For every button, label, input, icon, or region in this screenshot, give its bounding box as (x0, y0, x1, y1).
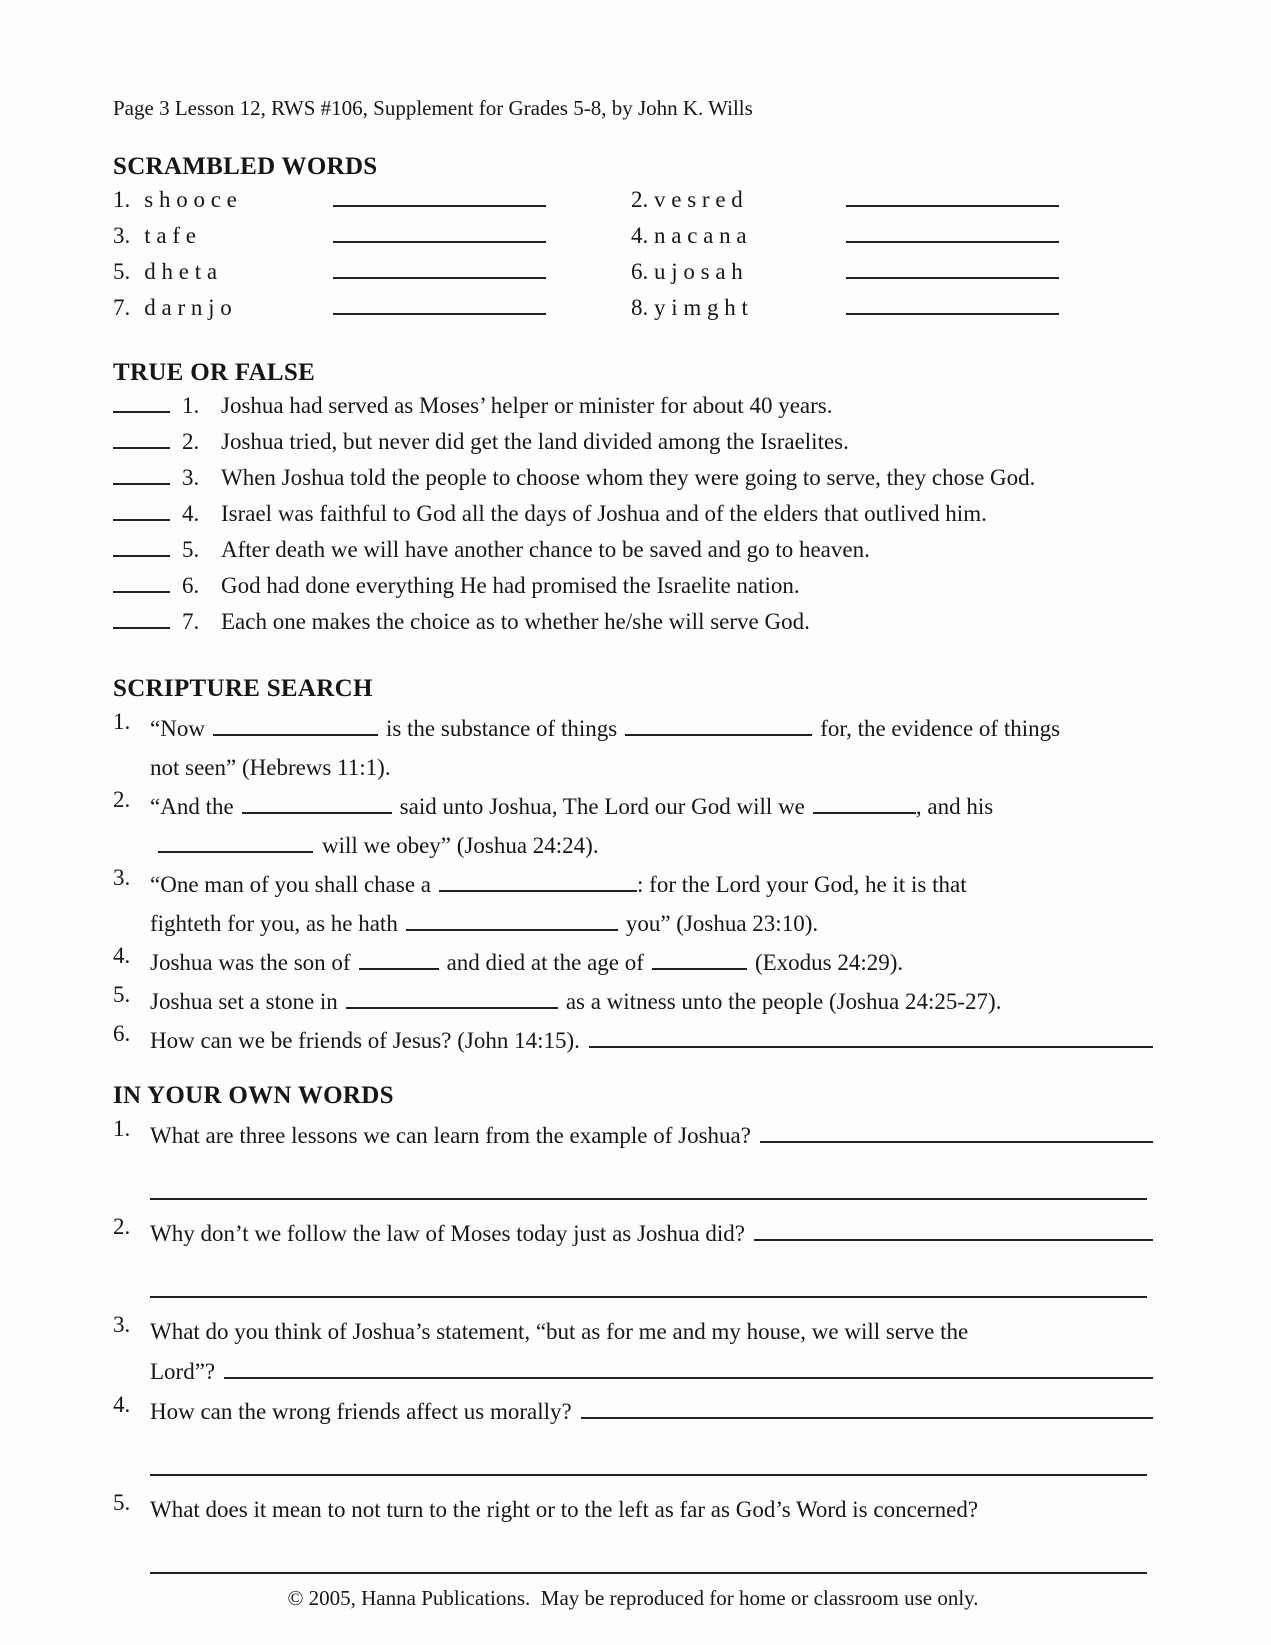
item-number: 5. (113, 259, 131, 284)
in-your-own-words-heading: IN YOUR OWN WORDS (113, 1082, 394, 1109)
scrambled-word-row (113, 295, 1153, 331)
question-text: for, the evidence of things (820, 716, 1061, 741)
item-number: 3. (113, 865, 131, 890)
question-text: Joshua set a stone in (150, 989, 338, 1014)
fill-in-blank (346, 990, 558, 1009)
item-number: 4. (113, 943, 131, 968)
answer-line (150, 1432, 1147, 1476)
item-number: 6. (631, 259, 649, 284)
scrambled-word: s h o o c e (144, 187, 237, 212)
true-false-item (113, 537, 1153, 573)
own-words-item (113, 1490, 1153, 1530)
scripture-search-item (113, 865, 1153, 943)
question-text: (Exodus 24:29). (754, 950, 904, 975)
scrambled-word: v e s r e d (654, 187, 743, 212)
item-number: 4. (182, 501, 200, 526)
scripture-search-item (113, 943, 1153, 982)
question-text: Lord”? (150, 1359, 216, 1384)
item-number: 1. (182, 393, 200, 418)
fill-in-blank (406, 912, 618, 931)
scripture-search-item (113, 787, 1153, 865)
item-number: 2. (631, 187, 649, 212)
true-false-item (113, 501, 1153, 537)
scrambled-word-row (113, 259, 1153, 295)
item-number: 3. (182, 465, 200, 490)
statement-text: Each one makes the choice as to whether he/she will serve God. (221, 609, 810, 634)
section-true-or-false (113, 359, 1153, 645)
statement-text: When Joshua told the people to choose whom they were going to serve, they chose God. (221, 465, 1036, 490)
fill-in-blank (242, 795, 392, 814)
section-in-your-own-words (113, 1082, 1153, 1574)
question-text: What does it mean to not turn to the right or to the left as far as God’s Word is concerned? (150, 1497, 979, 1522)
fill-in-blank (359, 951, 439, 970)
answer-blank (113, 466, 170, 485)
question-text: “And the (150, 794, 234, 819)
statement-text: Joshua tried, but never did get the land divided among the Israelites. (221, 429, 849, 454)
answer-blank (113, 502, 170, 521)
answer-blank (846, 224, 1059, 243)
question-text: What do you think of Joshua’s statement, “but as for me and my house, we will serve the (150, 1319, 969, 1344)
question-text: will we obey” (Joshua 24:24). (322, 833, 599, 858)
question-text: How can we be friends of Jesus? (John 14:15). (150, 1028, 580, 1053)
item-number: 2. (113, 1214, 131, 1239)
question-text: as a witness unto the people (Joshua 24:25-27). (565, 989, 1002, 1014)
answer-blank (113, 430, 170, 449)
item-number: 4. (631, 223, 649, 248)
answer-blank (333, 296, 546, 315)
scrambled-word: n a c a n a (654, 223, 747, 248)
answer-blank (846, 260, 1059, 279)
scripture-search-item (113, 709, 1153, 787)
item-number: 7. (113, 295, 131, 320)
fill-in-blank (439, 873, 637, 892)
scripture-search-heading: SCRIPTURE SEARCH (113, 675, 373, 702)
statement-text: After death we will have another chance to be saved and go to heaven. (221, 537, 870, 562)
item-number: 5. (182, 537, 200, 562)
page-header: Page 3 Lesson 12, RWS #106, Supplement for Grades 5-8, by John K. Wills (113, 96, 753, 120)
scrambled-word: y i m g h t (654, 295, 748, 320)
true-or-false-heading: TRUE OR FALSE (113, 359, 316, 386)
question-text: and died at the age of (446, 950, 644, 975)
fill-in-blank (813, 795, 916, 814)
fill-in-blank (158, 834, 313, 853)
answer-blank (333, 260, 546, 279)
item-number: 1. (113, 709, 131, 734)
statement-text: Israel was faithful to God all the days of Joshua and of the elders that outlived him. (221, 501, 987, 526)
fill-in-blank (213, 717, 378, 736)
statement-text: Joshua had served as Moses’ helper or minister for about 40 years. (221, 393, 833, 418)
item-number: 3. (113, 1312, 131, 1337)
item-number: 3. (113, 223, 131, 248)
answer-blank (113, 610, 170, 629)
scrambled-word: t a f e (144, 223, 196, 248)
answer-line (150, 1254, 1147, 1298)
question-text: Joshua was the son of (150, 950, 351, 975)
answer-blank (113, 394, 170, 413)
answer-blank (333, 188, 546, 207)
question-text: : for the Lord your God, he it is that (637, 872, 967, 897)
answer-blank (113, 574, 170, 593)
scrambled-word-row (113, 223, 1153, 259)
question-text: , and his (915, 794, 994, 819)
item-number: 5. (113, 982, 131, 1007)
own-words-item (113, 1116, 1153, 1156)
question-text: not seen” (Hebrews 11:1). (150, 755, 391, 780)
scrambled-words-heading: SCRAMBLED WORDS (113, 153, 378, 180)
own-words-item (113, 1392, 1153, 1432)
answer-line (150, 1156, 1147, 1200)
fill-in-blank (589, 1029, 1153, 1048)
question-text: “One man of you shall chase a (150, 872, 432, 897)
section-scrambled-words (113, 153, 1153, 331)
section-scripture-search (113, 675, 1153, 1060)
true-false-item (113, 393, 1153, 429)
item-number: 1. (113, 1116, 131, 1141)
scrambled-word: d h e t a (144, 259, 218, 284)
fill-in-blank (625, 717, 812, 736)
scripture-search-item (113, 1021, 1153, 1060)
fill-in-blank (224, 1360, 1153, 1379)
item-number: 8. (631, 295, 649, 320)
item-number: 6. (182, 573, 200, 598)
statement-text: God had done everything He had promised the Israelite nation. (221, 573, 800, 598)
fill-in-blank (652, 951, 747, 970)
answer-blank (113, 538, 170, 557)
item-number: 2. (182, 429, 200, 454)
item-number: 5. (113, 1490, 131, 1515)
true-false-item (113, 465, 1153, 501)
scrambled-word-row (113, 187, 1153, 223)
item-number: 7. (182, 609, 200, 634)
scripture-search-item (113, 982, 1153, 1021)
fill-in-blank (754, 1222, 1153, 1241)
answer-blank (333, 224, 546, 243)
fill-in-blank (581, 1400, 1153, 1419)
fill-in-blank (760, 1124, 1153, 1143)
true-false-item (113, 609, 1153, 645)
question-text: “Now (150, 716, 205, 741)
question-text: Why don’t we follow the law of Moses today just as Joshua did? (150, 1221, 745, 1246)
question-text: is the substance of things (385, 716, 618, 741)
answer-blank (846, 296, 1059, 315)
item-number: 6. (113, 1021, 131, 1046)
own-words-item (113, 1312, 1153, 1392)
question-text: What are three lessons we can learn from the example of Joshua? (150, 1123, 751, 1148)
question-text: fighteth for you, as he hath (150, 911, 398, 936)
own-words-item (113, 1214, 1153, 1254)
question-text: said unto Joshua, The Lord our God will we (399, 794, 805, 819)
answer-line (150, 1530, 1147, 1574)
question-text: you” (Joshua 23:10). (625, 911, 819, 936)
page-footer: © 2005, Hanna Publications. May be reproduced for home or classroom use only. (287, 1586, 979, 1610)
scrambled-word: u j o s a h (654, 259, 743, 284)
item-number: 4. (113, 1392, 131, 1417)
item-number: 2. (113, 787, 131, 812)
true-false-item (113, 429, 1153, 465)
scrambled-word: d a r n j o (144, 295, 232, 320)
question-text: How can the wrong friends affect us morally? (150, 1399, 572, 1424)
item-number: 1. (113, 187, 131, 212)
true-false-item (113, 573, 1153, 609)
answer-blank (846, 188, 1059, 207)
